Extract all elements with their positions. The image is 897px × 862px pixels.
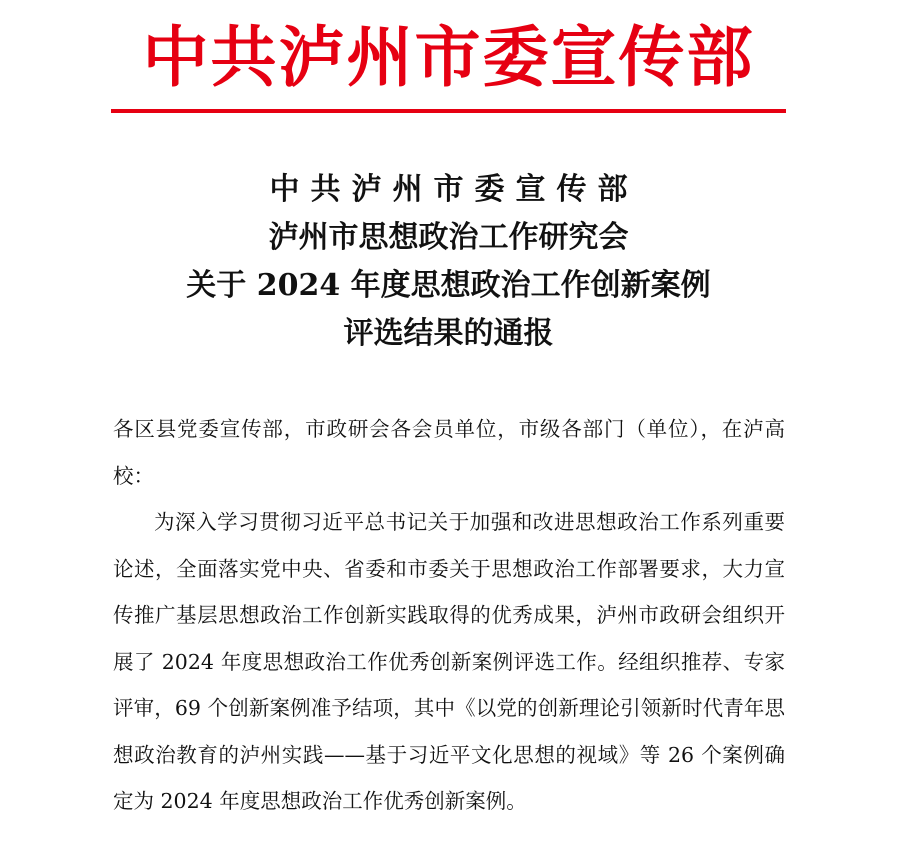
masthead-red-rule (111, 109, 786, 113)
title-line-subject: 关于 2024 年度思想政治工作创新案例 (186, 268, 711, 303)
document-body (113, 406, 785, 825)
title-line-document-type: 评选结果的通报 (343, 316, 554, 351)
masthead-title: 中共泸州市委宣传部 (142, 18, 755, 96)
title-line-issuer: 中共泸州市委宣传部 (269, 172, 639, 207)
document-title (0, 166, 897, 358)
salutation: 各区县党委宣传部，市政研会各会员单位，市级各部门（单位），在泸高校： (113, 417, 785, 488)
title-line-co-issuer: 泸州市思想政治工作研究会 (268, 220, 629, 255)
body-paragraph: 为深入学习贯彻习近平总书记关于加强和改进思想政治工作系列重要论述，全面落实党中央、省委和市委关于思想政治工作部署要求，大力宣传推广基层思想政治工作创新实践取得的优秀成果，泸州市政研会组织开展了 2024 年度思想政治工作优秀创新案例评选工作。经组织推荐、专家评审，69 个创新案例准予结项，其中《以党的创新理论引领新时代青年思想政治教育的泸州实践——基于习近平文化思想的视域》等 26 个案例确定为 2024 年度思想政治工作优秀创新案例。 (113, 510, 785, 813)
